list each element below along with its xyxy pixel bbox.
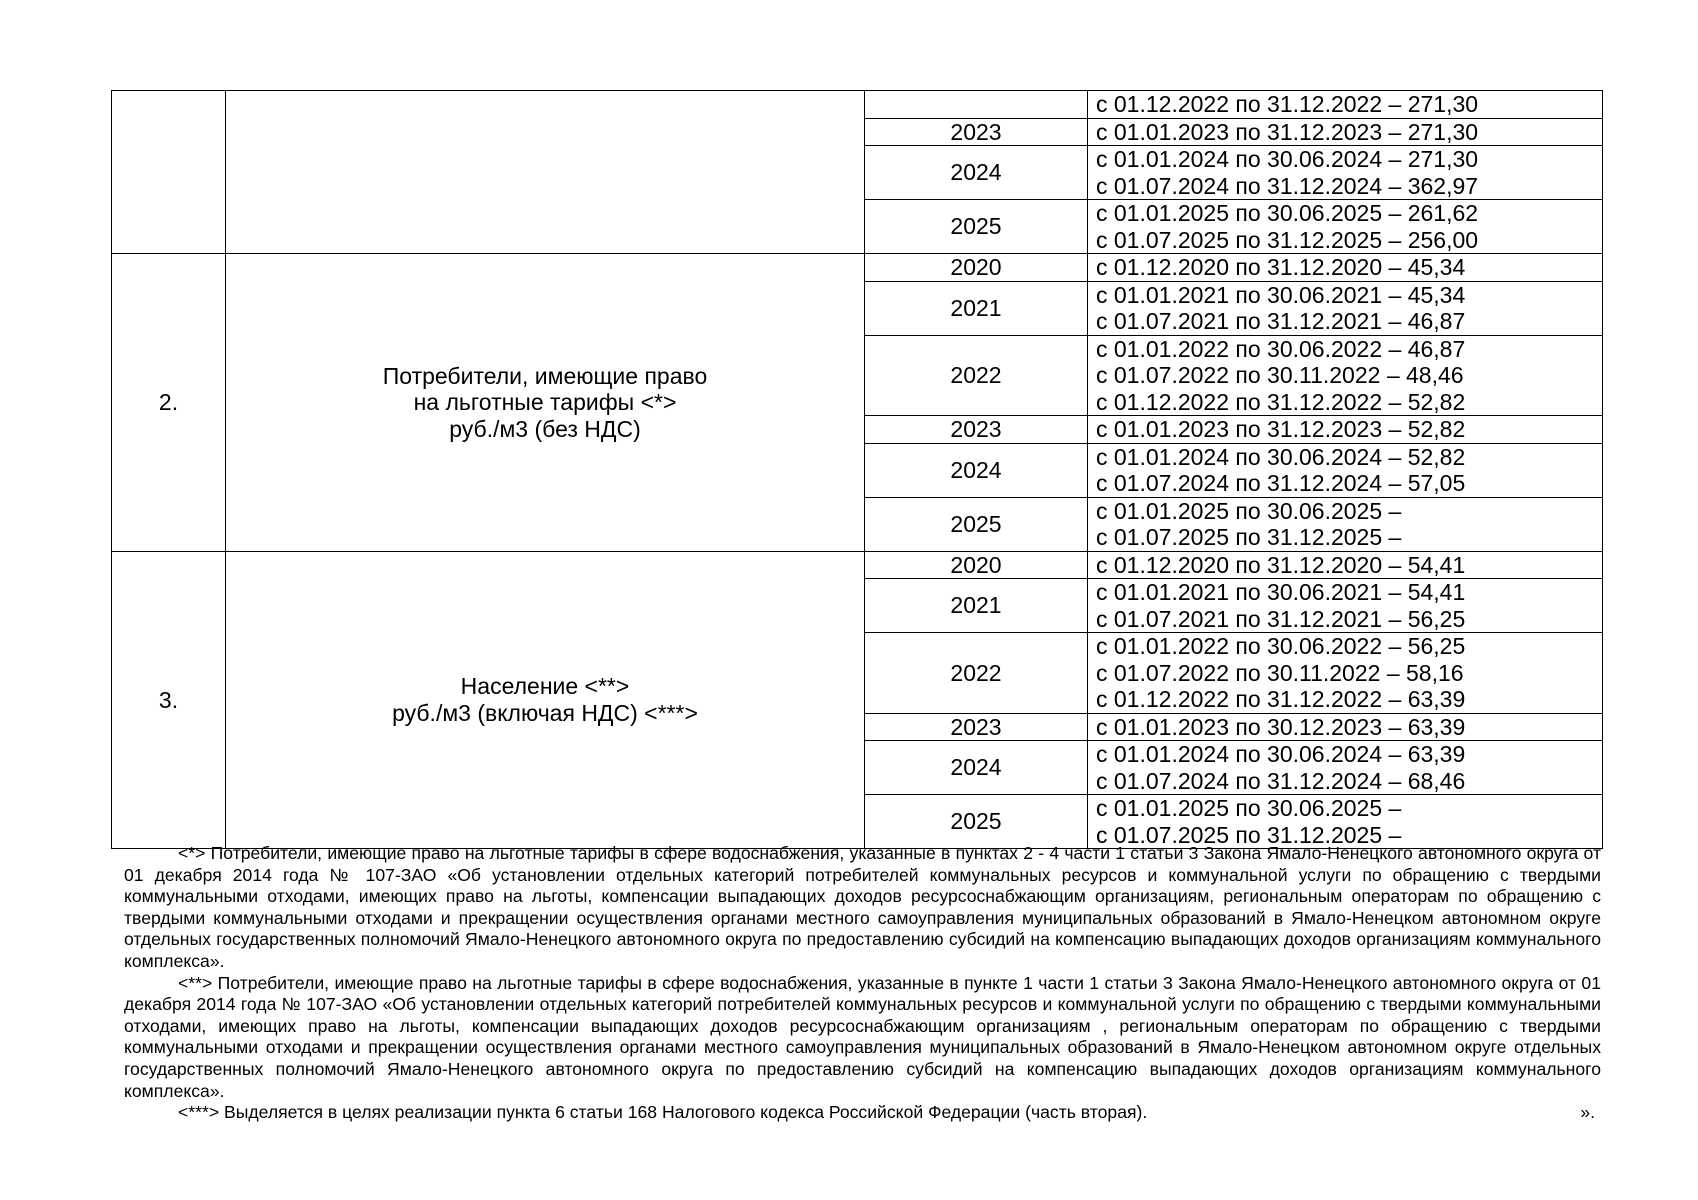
tariff-period-line: с 01.07.2022 по 30.11.2022 – 58,16 [1096, 659, 1464, 686]
tariff-periods-cell [1088, 551, 1603, 579]
year-cell: 2025 [865, 200, 1088, 254]
tariff-period-line: с 01.07.2024 по 31.12.2024 – 68,46 [1096, 767, 1466, 794]
row-number-group-3: 3. [112, 551, 226, 849]
tariff-period-line: с 01.01.2024 по 30.06.2024 – 271,30 [1096, 146, 1479, 172]
tariff-period-line: с 01.01.2023 по 30.12.2023 – 63,39 [1096, 713, 1466, 740]
year-cell: 2020 [865, 551, 1088, 579]
year-cell [865, 91, 1088, 119]
tariff-periods-cell [1088, 713, 1603, 741]
category-group-2 [226, 254, 865, 552]
tariff-period-line: с 01.07.2025 по 31.12.2025 – [1096, 821, 1402, 848]
tariff-period-line: с 01.01.2021 по 30.06.2021 – 45,34 [1096, 281, 1466, 308]
tariff-periods-cell [1088, 91, 1603, 119]
year-cell: 2024 [865, 741, 1088, 795]
category-continuation [226, 91, 865, 254]
table-row [112, 91, 1603, 119]
tariff-period-line: с 01.01.2025 по 30.06.2025 – [1096, 795, 1402, 821]
tariff-period-line: с 01.12.2020 по 31.12.2020 – 54,41 [1096, 551, 1466, 578]
year-cell: 2025 [865, 497, 1088, 551]
tariff-period-line: с 01.01.2024 по 30.06.2024 – 52,82 [1096, 443, 1466, 470]
year-cell: 2021 [865, 579, 1088, 633]
tariff-periods-cell [1088, 579, 1603, 633]
tariff-period-line: с 01.07.2025 по 31.12.2025 – 256,00 [1096, 226, 1479, 253]
closing-quote: ». [1580, 1102, 1595, 1123]
tariff-period-line: с 01.07.2021 по 31.12.2021 – 46,87 [1096, 308, 1466, 334]
footnote-1: <*> Потребители, имеющие право на льготные тарифы в сфере водоснабжения, указанные в пунктах 2 - 4 части 1 статьи 3 Закона Ямало-Ненецкого автономного округа от 01 декабря 2014 года № 107-ЗАО «Об установлении отдельных категорий потребителей коммунальных ресурсов и коммунальной услуги по обращению с твердыми коммунальными отходами, имеющих право на льготы, компенсации выпадающих доходов ресурсоснабжающим организациям, региональным операторам по обращению с твердыми коммунальными отходами и прекращении осуществления органами местного самоуправления муниципальных образований в Ямало-Ненецком автономном округе отдельных государственных полномочий Ямало-Ненецкого автономного округа по предоставлению субсидий на компенсацию выпадающих доходов организациям коммунального комплекса». [124, 843, 1601, 971]
year-cell: 2022 [865, 335, 1088, 416]
tariff-period-line: с 01.12.2022 по 31.12.2022 – 63,39 [1096, 686, 1466, 712]
tariff-periods-cell [1088, 633, 1603, 714]
year-cell: 2024 [865, 443, 1088, 497]
tariff-period-line: с 01.12.2020 по 31.12.2020 – 45,34 [1096, 254, 1466, 280]
tariff-periods-cell [1088, 146, 1603, 200]
year-cell: 2023 [865, 118, 1088, 146]
tariff-period-line: с 01.07.2024 по 31.12.2024 – 57,05 [1096, 470, 1466, 496]
tariff-periods-cell [1088, 795, 1603, 849]
year-cell: 2023 [865, 416, 1088, 444]
footnote-2: <**> Потребители, имеющие право на льготные тарифы в сфере водоснабжения, указанные в пункте 1 части 1 статьи 3 Закона Ямало-Ненецкого автономного округа от 01 декабря 2014 года № 107-ЗАО «Об установлении отдельных категорий потребителей коммунальных ресурсов и коммунальной услуги по обращению с твердыми коммунальными отходами, имеющих право на льготы, компенсации выпадающих доходов ресурсоснабжающим организациям , региональным операторам по обращению с твердыми коммунальными отходами и прекращении осуществления органами местного самоуправления муниципальных образований в Ямало-Ненецком автономном округе отдельных государственных полномочий Ямало-Ненецкого автономного округа по предоставлению субсидий на компенсацию выпадающих доходов организациям коммунального комплекса». [124, 972, 1601, 1101]
tariff-table [111, 90, 1603, 849]
year-cell: 2021 [865, 281, 1088, 335]
footnotes [124, 843, 1601, 1124]
tariff-period-line: с 01.01.2022 по 30.06.2022 – 56,25 [1096, 633, 1466, 659]
tariff-periods-cell [1088, 416, 1603, 444]
tariff-period-line: с 01.01.2024 по 30.06.2024 – 63,39 [1096, 741, 1466, 767]
tariff-period-line: с 01.12.2022 по 31.12.2022 – 271,30 [1096, 91, 1479, 117]
table-row [112, 254, 1603, 282]
tariff-period-line: с 01.07.2024 по 31.12.2024 – 362,97 [1096, 172, 1479, 199]
footnote-3-text: <***> Выделяется в целях реализации пункта 6 статьи 168 Налогового кодекса Российской Федерации (часть вторая). [178, 1102, 1148, 1123]
tariff-periods-cell [1088, 200, 1603, 254]
tariff-period-line: с 01.01.2022 по 30.06.2022 – 46,87 [1096, 335, 1466, 362]
year-cell: 2022 [865, 633, 1088, 714]
footnote-3 [124, 1102, 1601, 1124]
row-number-group-2: 2. [112, 254, 226, 552]
tariff-periods-cell [1088, 497, 1603, 551]
category-line: Потребители, имеющие право [382, 362, 708, 389]
tariff-period-line: с 01.07.2022 по 30.11.2022 – 48,46 [1096, 362, 1464, 388]
table-row [112, 551, 1603, 579]
tariff-periods-cell [1088, 741, 1603, 795]
tariff-periods-cell [1088, 443, 1603, 497]
row-number-continuation [112, 91, 226, 254]
category-group-3 [226, 551, 865, 849]
category-line: на льготные тарифы <*> [413, 389, 677, 415]
tariff-period-line: с 01.01.2021 по 30.06.2021 – 54,41 [1096, 579, 1466, 605]
category-line: Население <**> [460, 673, 630, 700]
tariff-period-line: с 01.01.2023 по 31.12.2023 – 271,30 [1096, 118, 1479, 145]
tariff-periods-cell [1088, 335, 1603, 416]
year-cell: 2023 [865, 713, 1088, 741]
tariff-period-line: с 01.01.2023 по 31.12.2023 – 52,82 [1096, 416, 1466, 442]
category-line: руб./м3 (без НДС) [449, 415, 641, 442]
tariff-period-line: с 01.07.2021 по 31.12.2021 – 56,25 [1096, 605, 1466, 632]
year-cell: 2025 [865, 795, 1088, 849]
tariff-periods-cell [1088, 118, 1603, 146]
tariff-period-line: с 01.12.2022 по 31.12.2022 – 52,82 [1096, 388, 1466, 415]
category-line: руб./м3 (включая НДС) <***> [392, 699, 698, 726]
tariff-period-line: с 01.07.2025 по 31.12.2025 – [1096, 524, 1402, 550]
year-cell: 2024 [865, 146, 1088, 200]
tariff-period-line: с 01.01.2025 по 30.06.2025 – 261,62 [1096, 200, 1479, 226]
tariff-period-line: с 01.01.2025 по 30.06.2025 – [1096, 497, 1402, 524]
tariff-periods-cell [1088, 254, 1603, 282]
tariff-periods-cell [1088, 281, 1603, 335]
year-cell: 2020 [865, 254, 1088, 282]
tariff-table-body [112, 91, 1603, 849]
